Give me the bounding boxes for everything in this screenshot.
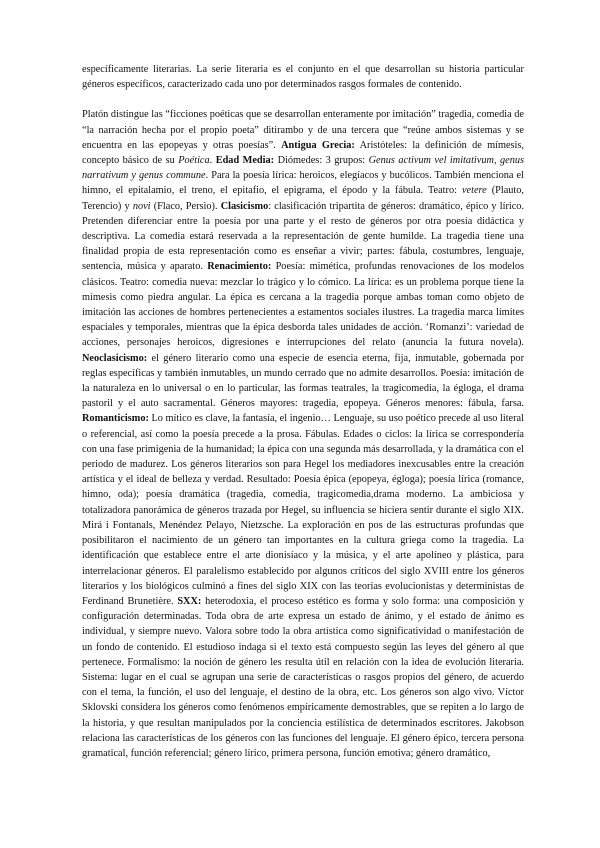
text-segment: (Flaco, Persio). <box>153 200 218 212</box>
italic-poetica: Poética <box>178 155 210 167</box>
text-segment: el género literario como una especie de esencia eterna, fija, inmutable, gobernada por reglas específicas y también inmutables, un mundo cerrado que no admite desarrollos. Poesía: imitación de la naturaleza en lo universal o en lo particular, las formas teatrales, la tragicomedia, la égloga, el drama pastoril y el auto sacramental. Géneros mayores: tragedia, epopeya. Géneros menores: fábula, farsa. <box>82 352 524 410</box>
document-page <box>82 62 524 761</box>
text-segment: Poesía: mimética, profundas renovaciones de los modelos clásicos. Teatro: comedia nueva: mezclar lo trágico y lo cómico. La lírica: es un problema porque tiene la mímesis como piedra angular. La épica es cercana a la tragedia porque ambas toman como objeto de imitación las acciones de hombres pertenecientes a estamentos sociales ilustres. La tragedia marca límites espaciales y temporales, mientras que la épica desborda tales unidades de acción. ‘Romanzi’: variedad de acciones, personajes heroicos, digresiones e interrupciones del relato (anuncia la futura novela). <box>82 261 525 349</box>
heading-antigua-grecia: Antigua Grecia: <box>281 139 355 151</box>
heading-renacimiento: Renacimiento: <box>207 261 272 273</box>
heading-neoclasicismo: Neoclasicismo: <box>82 352 148 364</box>
heading-romanticismo: Romanticismo: <box>82 413 149 425</box>
paragraph-intro: específicamente literarias. La serie literaria es el conjunto en el que desarrollan su historia particular géneros específicos, caracterizado cada uno por determinados rasgos formales de contenido. <box>82 64 524 91</box>
text-segment: Platón distingue las “ficciones poéticas que se desarrollan enteramente por imitación” tragedia, comedia de “la narración hecha por el propio poeta” ditirambo y de una tercera que “reúne ambos sistemas y se encuentra en las epopeyas y otras poesías”. <box>82 109 524 151</box>
text-segment: . Para la poesía lírica: heroicos, elegíacos y bucólicos. También menciona el himno, el epitalamio, el treno, el epitafio, el epigrama, el épodo y la fábula. Teatro: <box>82 170 524 197</box>
text-segment: Aristóteles: la definición de mímesis, concepto básico de su <box>82 139 524 167</box>
italic-vetere: vetere <box>461 185 487 197</box>
text-segment: (Plauto, Terencio) y <box>82 185 525 212</box>
heading-sxx: SXX: <box>177 595 202 607</box>
paragraph-genres-history <box>82 107 524 761</box>
text-segment: : clasificación tripartita de géneros: dramático, épico y lírico. Pretenden diferenciar entre la poesía por una parte y el resto de géneros por otra poesía didáctica y descriptiva. La comedia estará reservada a la representación de gente humilde. La tragedia tiene una finalidad propia de esta representación como es enseñar a vivir; partes: fábula, costumbres, lenguaje, sentencia, música y aparato. <box>82 200 525 273</box>
text-segment: Lo mítico es clave, la fantasía, el ingenio… Lenguaje, su uso poético precede al uso literal o referencial, así como la poesía precede a la prosa. Fábulas. Edades o ciclos: la lírica se correspondería con una fase primigenia de la humanidad; la épica con una segunda más desarrollada, y la dramática con el periodo de madurez. Los géneros literarios son para Hegel los mediadores inexcusables entre la creación artística y el ideal de belleza y verdad. Resultado: Poesía épica (epopeya, égloga); poesía lírica (romance, himno, oda); poesía dramática (tragedia, comedia, tragicomedia,drama moderno. La ambiciosa y totalizadora panorámica de géneros trazada por Hegel, su influencia se hiciera sentir durante el siglo XIX. Mirá i Fontanals, Menéndez Pelayo, Nietzsche. La exploración en pos de las estructuras profundas que posibilitaron el nacimiento de un género tan importantes en la cultura griega como la tragedia. La identificación que establece entre el arte dionisíaco y la música, y el arte apolíneo y plástica, para interrelacionar géneros. El paralelismo establecido por algunos críticos del siglo XVIII entre los géneros literarios y los biológicos culminó a fines del siglo XIX con las teorías evolucionistas y deterministas de Ferdinand Brunetière. <box>82 413 524 607</box>
text-segment: . <box>209 155 213 167</box>
heading-clasicismo: Clasicismo <box>220 200 269 212</box>
heading-edad-media: Edad Media: <box>215 155 275 167</box>
text-segment: Diómedes: 3 grupos: <box>277 155 366 167</box>
italic-genus: Genus activum vel imitativum, genus narrativum y genus commune <box>82 155 524 182</box>
italic-novi: novi <box>132 200 151 212</box>
text-segment: heterodoxia, el proceso estético es forma y solo forma: una composición y configuración determinadas. Toda obra de arte expresa un estado de ánimo, y el estado de ánimo es individual, y siempre nuevo. Valora sobre todo la obra artística como significatividad o manifestación de un fondo de contenido. El estudioso indaga si el texto está compuesto según las leyes del género al que pertenece. Formalismo: la noción de género les resulta útil en relación con la idea de evolución literaria. Sistema: lugar en el cual se agrupan una serie de características o rasgos propios del género, de acuerdo con el tema, la función, el uso del lenguaje, el destino de la obra, etc. Los géneros son algo vivo. Víctor Sklovski considera los géneros como fenómenos empíricamente demostrables, que se repiten a lo largo de la historia, y que resultan manipulados por la conciencia estilística de determinados escritores. Jakobson relaciona las características de los géneros con las funciones del lenguaje. El género épico, tercera persona gramatical, función referencial; género lírico, primera persona, función emotiva; género dramático, <box>82 595 525 759</box>
